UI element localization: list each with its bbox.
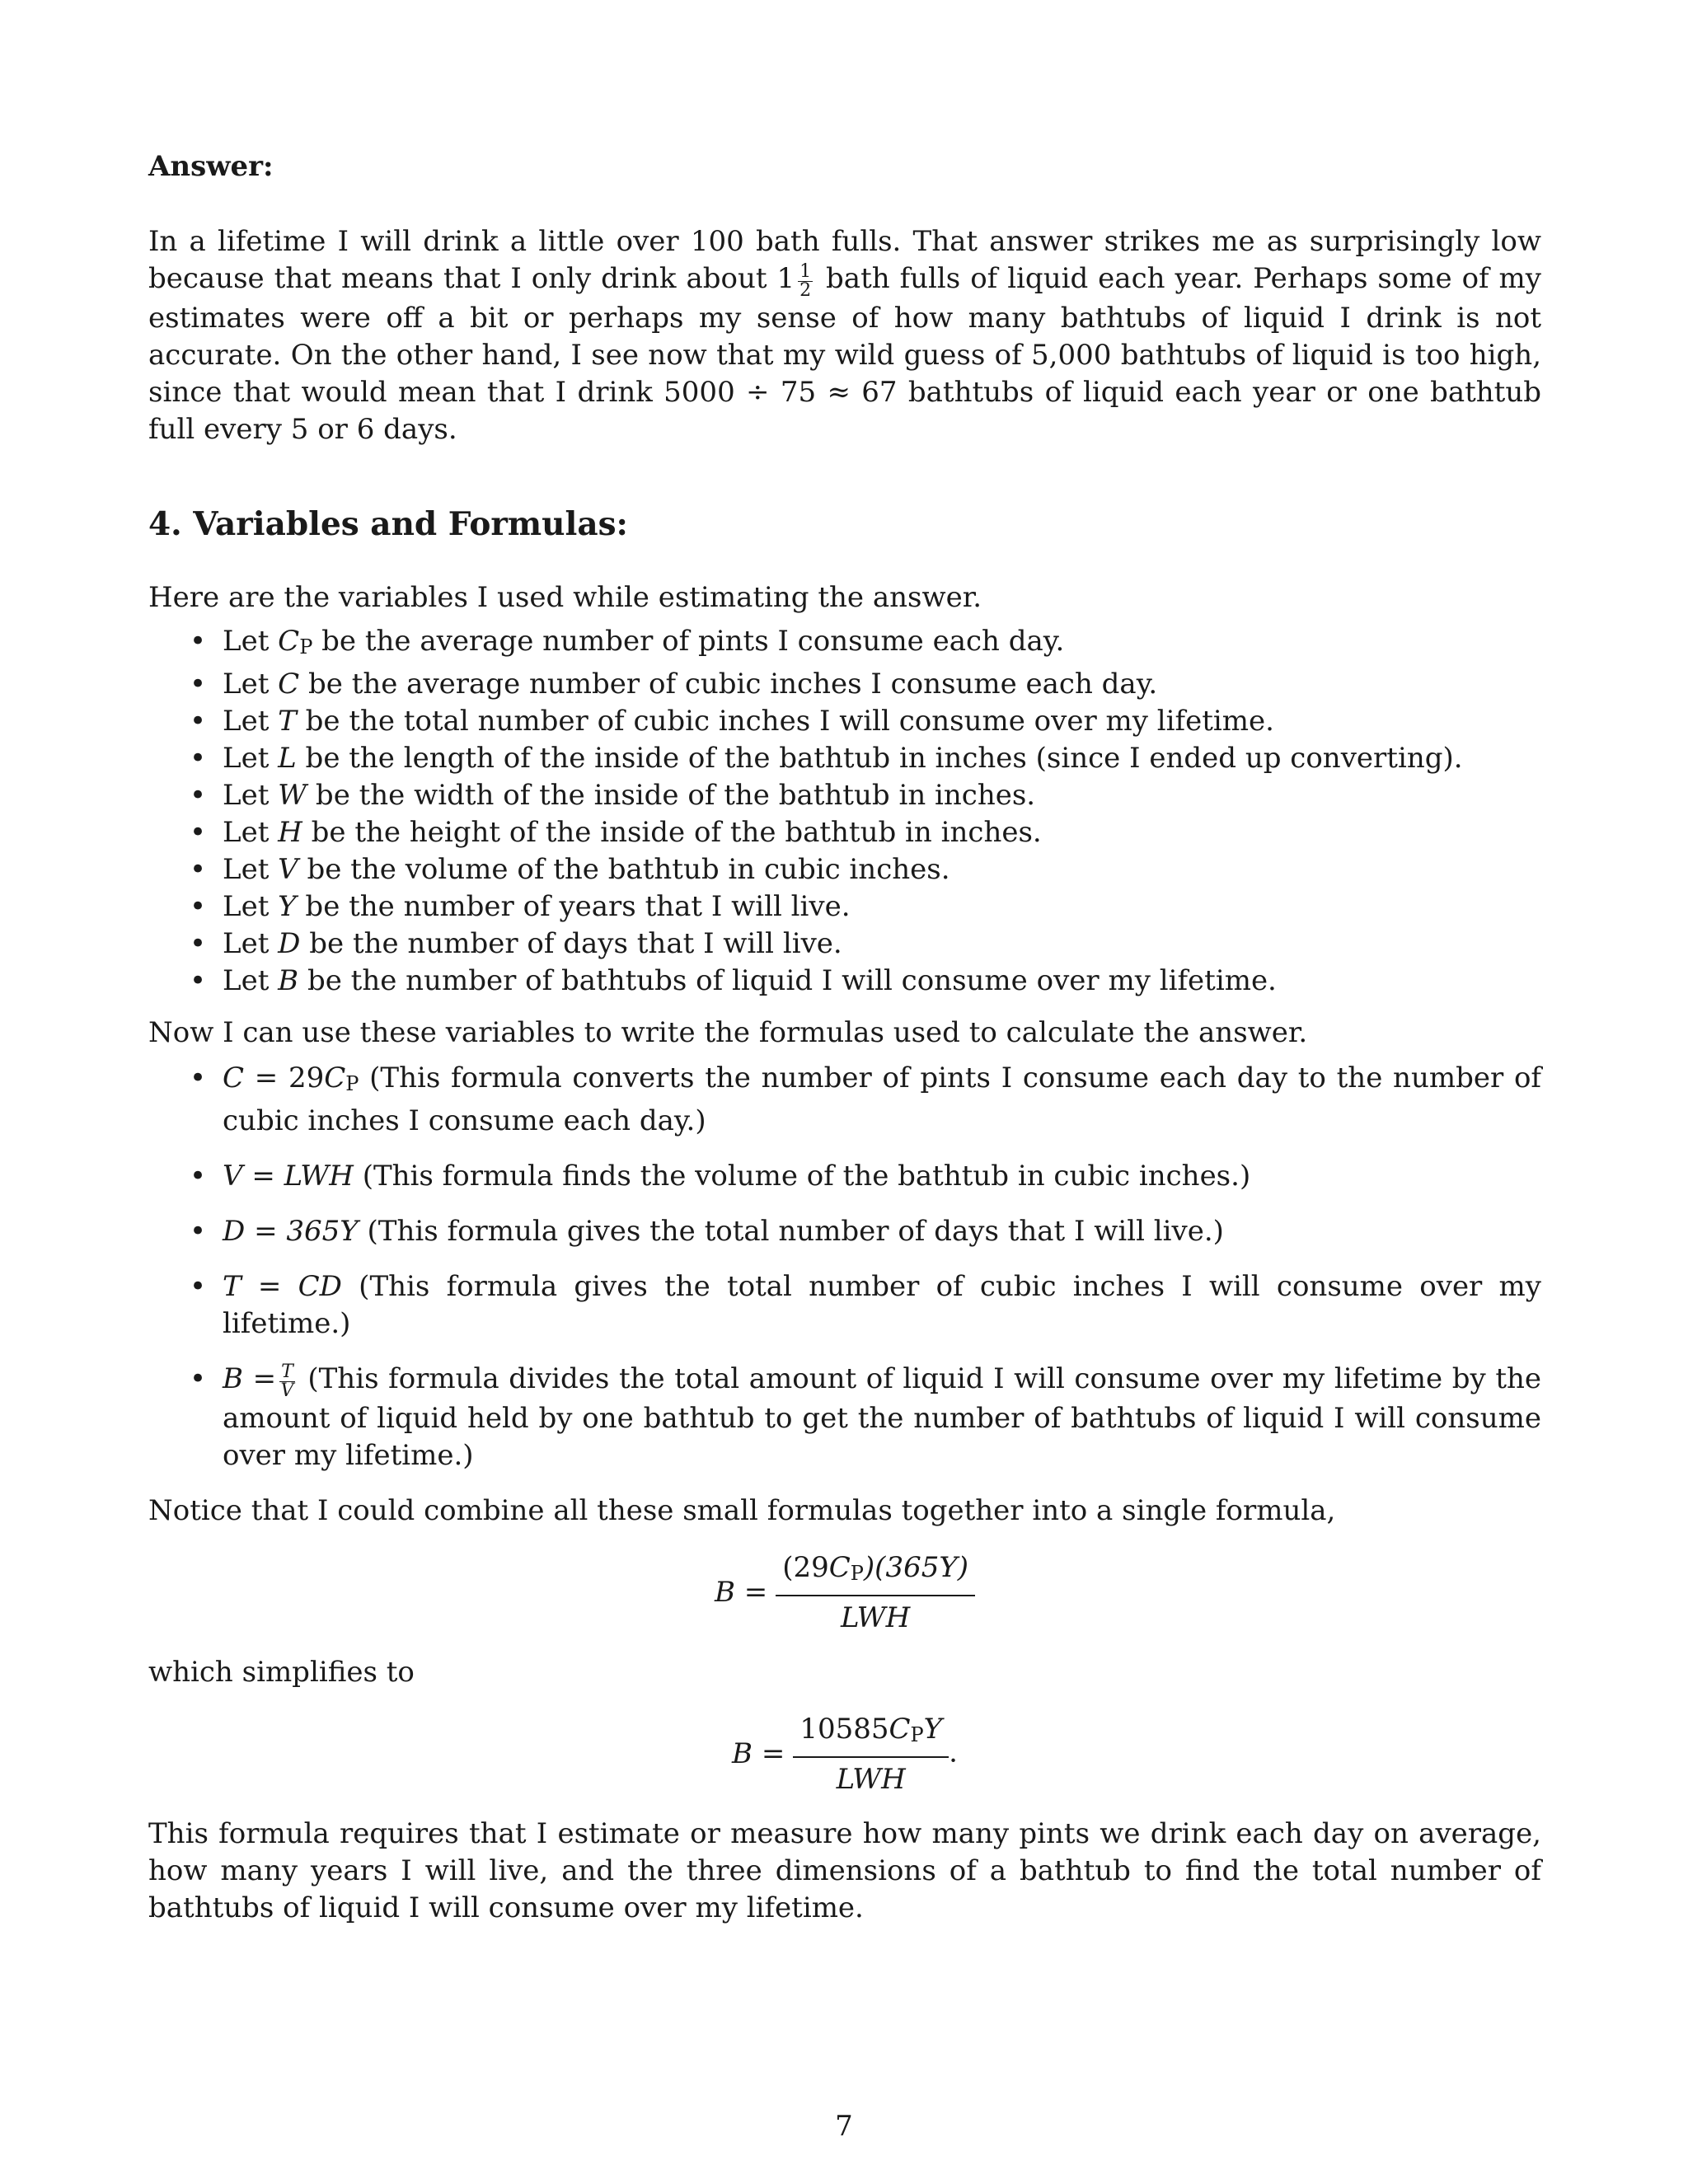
formula-item-2: • V = LWH (This formula finds the volume of the bathtub in cubic inches.) xyxy=(190,1160,1251,1193)
answer-text-2: bath fulls of liquid each year. Perhaps some of my estimates were off a bit or perhaps my sense of how many bathtubs of liquid I drink is not accurate. On the other hand, I see now that my wild guess of 5,000 bathtubs of liquid is too high, since that would mean that I drink 5000 ÷ 75 ≈ 67 bathtubs of liquid each year or one bathtub full every 5 or 6 days. xyxy=(148,262,1542,446)
combined-numerator: (29CP)(365Y) xyxy=(776,1549,975,1596)
list-item: • Let D be the number of days that I will live. xyxy=(190,927,842,960)
simplified-formula: B = 10585CPY LWH . xyxy=(732,1713,958,1796)
simplifies-text: which simplifies to xyxy=(148,1656,415,1689)
list-item: • Let C be the average number of cubic inches I consume each day. xyxy=(190,668,1158,701)
list-item: • Let T be the total number of cubic inches I will consume over my lifetime. xyxy=(190,705,1274,738)
answer-text-1: In a lifetime I will drink a little over 100 bath fulls. That answer strikes me as surprisingly low because that means that I only drink about 1 xyxy=(148,225,1541,295)
list-item: • Let CP be the average number of pints I consume each day. xyxy=(190,625,1065,658)
variables-intro: Here are the variables I used while estimating the answer. xyxy=(148,581,982,614)
list-item: • Let L be the length of the inside of the bathtub in inches (since I ended up converting). xyxy=(190,742,1463,775)
list-item: • Let W be the width of the inside of the bathtub in inches. xyxy=(190,779,1036,812)
fraction-one-half xyxy=(798,263,813,300)
closing-paragraph: This formula requires that I estimate or measure how many pints we drink each day on average, how many years I will live, and the three dimensions of a bathtub to find the total number of bathtubs of liquid I will consume over my lifetime. xyxy=(148,1817,1541,1924)
fraction-t-over-v: $\frac{T}{V}$ xyxy=(280,1361,294,1401)
formulas-intro: Now I can use these variables to write the formulas used to calculate the answer. xyxy=(148,1016,1308,1049)
formula-item-3: • D = 365Y (This formula gives the total number of days that I will live.) xyxy=(190,1215,1224,1248)
answer-heading: Answer: xyxy=(148,150,274,183)
fraction-numerator: 1 xyxy=(799,261,812,282)
answer-paragraph xyxy=(148,223,1541,448)
page-content xyxy=(148,148,1541,1927)
formula-item-4: • T = CD (This formula gives the total number of cubic inches I will consume over my lifetime.) xyxy=(190,1270,1542,1340)
fraction-denominator: 2 xyxy=(799,280,812,301)
formulas-list xyxy=(148,1060,1541,1474)
list-item: • Let B be the number of bathtubs of liquid I will consume over my lifetime. xyxy=(190,964,1277,997)
formula-item-1: • C = 29CP (This formula converts the number of pints I consume each day to the number of cubic inches I consume each day.) xyxy=(190,1062,1542,1137)
section-title: 4. Variables and Formulas: xyxy=(148,505,628,543)
simplified-denominator: LWH xyxy=(836,1763,906,1796)
combine-text: Notice that I could combine all these small formulas together into a single formula, xyxy=(148,1494,1336,1527)
list-item: • Let H be the height of the inside of the bathtub in inches. xyxy=(190,816,1042,849)
page-number: 7 xyxy=(835,2110,853,2143)
simplified-numerator: 10585CPY xyxy=(793,1711,949,1758)
list-item: • Let Y be the number of years that I will live. xyxy=(190,890,851,923)
combined-formula: B = (29CP)(365Y) LWH xyxy=(148,1549,1541,1636)
variables-list xyxy=(148,623,1541,1000)
formula-item-5: • B = $\frac{T}{V}$ (This formula divides the total amount of liquid I will consume over my lifetime by the amount of liquid held by one bathtub to get the number of bathtubs of liquid I will consume over my lifetime.) xyxy=(190,1361,1542,1472)
combined-denominator: LWH xyxy=(841,1601,911,1634)
list-item: • Let V be the volume of the bathtub in cubic inches. xyxy=(190,853,950,886)
